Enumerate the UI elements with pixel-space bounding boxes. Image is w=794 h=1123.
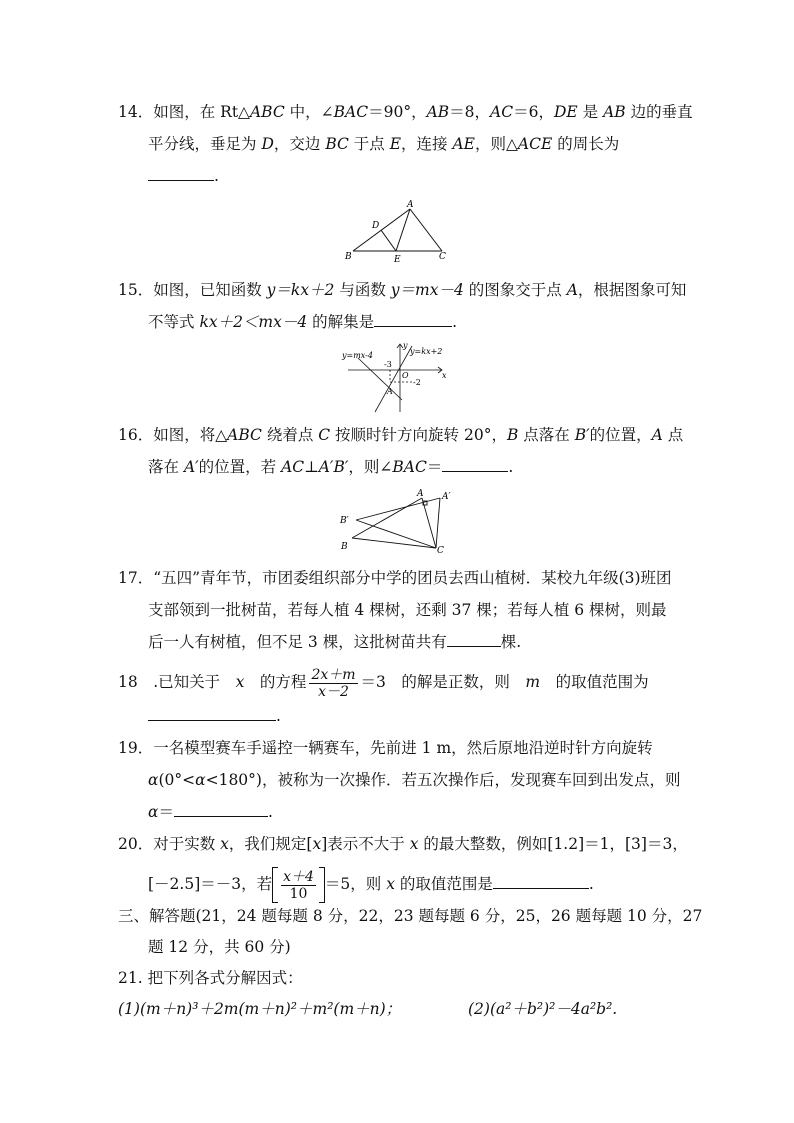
q16-line2: 落在 A′的位置，若 AC⊥A′B′，则∠BAC＝ . <box>148 458 514 476</box>
answer-blank[interactable] <box>493 874 589 889</box>
q20-fraction: $\frac{x+4}{10}$ <box>283 868 314 902</box>
q18-line2: . <box>148 706 281 726</box>
q14-line3: . <box>148 166 219 186</box>
q19-line1: 19．一名模型赛车手遥控一辆赛车，先前进 1 m，然后原地沿逆时针方向旋转 <box>118 739 653 757</box>
q17-line3: 后一人有树植，但不足 3 棵，这批树苗共有 棵. <box>148 633 522 651</box>
q21-line1: 21. 把下列各式分解因式： <box>118 969 303 987</box>
answer-blank[interactable] <box>148 706 276 721</box>
label-line2: y=kx+2 <box>410 347 443 356</box>
q21-part1: (1)(m＋n)³＋2m(m＋n)²＋m²(m＋n)； <box>118 1000 402 1018</box>
label-A: A <box>417 489 424 499</box>
q19-line3: α＝ . <box>148 803 273 821</box>
q16-figure <box>338 486 462 560</box>
answer-blank[interactable] <box>447 632 501 647</box>
label-A-prime: A′ <box>442 492 451 502</box>
q15-line1: 15．如图，已知函数 y＝kx＋2 与函数 y＝mx－4 的图象交于点 A，根据图象可知 <box>118 281 687 299</box>
answer-blank[interactable] <box>442 457 508 472</box>
label-minus2: -2 <box>413 378 421 387</box>
label-line1: y=mx-4 <box>342 351 373 360</box>
label-y: y <box>403 341 408 350</box>
answer-blank[interactable] <box>148 166 214 181</box>
answer-blank[interactable] <box>374 312 452 327</box>
q16-line1: 16．如图，将△ABC 绕着点 C 按顺时针方向旋转 20°，B 点落在 B′的位置，A 点 <box>118 426 684 444</box>
label-A: A <box>407 200 414 210</box>
label-x: x <box>442 371 447 380</box>
q20-line1: 20．对于实数 x，我们规定[x]表示不大于 x 的最大整数，例如[1.2]＝1，[3]＝3， <box>118 835 688 853</box>
q20-floor-bracket <box>272 867 325 903</box>
label-E: E <box>394 255 401 265</box>
q15-figure <box>340 338 452 414</box>
section3-heading-cont: 题 12 分，共 60 分) <box>148 938 291 956</box>
label-C: C <box>439 252 446 262</box>
q14-line1: 14．如图，在 Rt△ABC 中，∠BAC＝90°，AB＝8，AC＝6，DE 是 AB 边的垂直 <box>118 103 693 121</box>
section3-heading: 三、解答题(21，24 题每题 8 分，22，23 题每题 6 分，25，26 题每题 10 分，27 <box>118 907 703 925</box>
label-B-prime: B′ <box>340 516 349 526</box>
q14-line2: 平分线，垂足为 D，交边 BC 于点 E，连接 AE，则△ACE 的周长为 <box>148 135 620 153</box>
label-B: B <box>341 542 348 552</box>
q19-line2: α(0°<α<180°)，被称为一次操作．若五次操作后，发现赛车回到出发点，则 <box>148 771 681 789</box>
label-C: C <box>437 546 444 556</box>
answer-blank[interactable] <box>174 802 268 817</box>
label-minus3: -3 <box>384 360 392 369</box>
q15-line2: 不等式 kx＋2＜mx－4 的解集是 . <box>148 313 458 331</box>
q17-line1: 17．“五四”青年节，市团委组织部分中学的团员去西山植树．某校九年级(3)班团 <box>118 569 672 587</box>
label-B: B <box>345 252 352 262</box>
label-O: O <box>402 371 409 380</box>
q21-part2: (2)(a²＋b²)²－4a²b². <box>468 1000 618 1018</box>
q20-line2: [－2.5]＝－3，若 $\frac{x+4}{10}$ ＝5，则 x 的取值范围是 . <box>148 868 594 902</box>
q14-figure <box>340 196 460 266</box>
label-D: D <box>372 221 380 231</box>
q18-line1: 18 .已知关于 x 的方程 $\frac{2x+m}{x-2}$ ＝3 的解是正数，则 m 的取值范围为 <box>118 666 649 700</box>
q18-fraction: $\frac{2x+m}{x-2}$ <box>311 666 356 700</box>
label-A: A <box>387 387 393 396</box>
q17-line2: 支部领到一批树苗，若每人植 4 棵树，还剩 37 棵；若每人植 6 棵树，则最 <box>148 601 667 619</box>
